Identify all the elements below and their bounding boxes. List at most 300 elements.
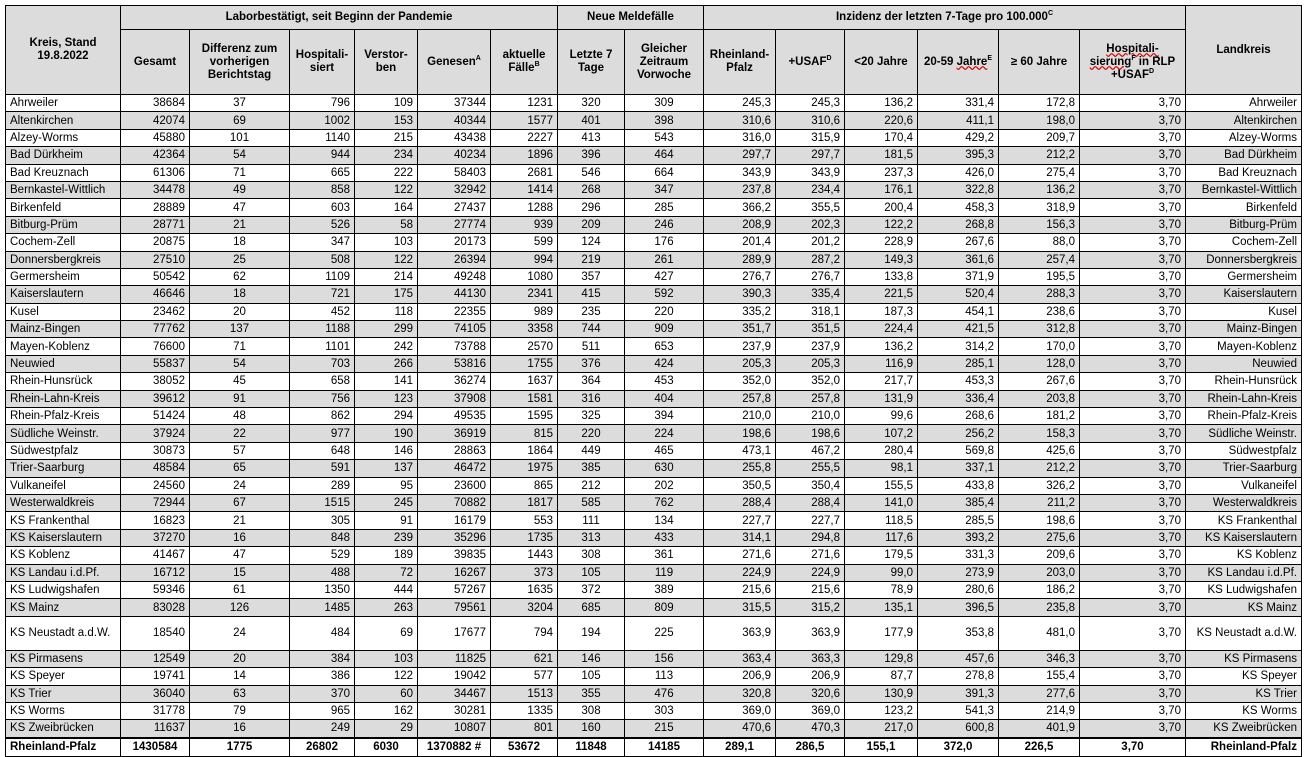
data-cell: 3,70: [1080, 181, 1186, 198]
data-cell: 257,8: [776, 390, 845, 407]
kreis-name-cell: KS Frankenthal: [6, 512, 121, 529]
data-cell: 276,7: [704, 268, 776, 285]
kreis-name-cell: Birkenfeld: [6, 199, 121, 216]
header-genesen-sup: A: [475, 54, 481, 62]
landkreis-name-cell: KS Trier: [1186, 685, 1302, 702]
data-cell: 20173: [418, 234, 491, 251]
data-cell: 3,70: [1080, 460, 1186, 477]
data-cell: 135,1: [845, 599, 918, 616]
data-cell: 103: [355, 650, 418, 667]
data-cell: 34467: [418, 685, 491, 702]
header-usaf-sup: D: [826, 54, 832, 62]
data-cell: 481,0: [999, 616, 1080, 650]
data-cell: 355: [558, 685, 625, 702]
data-cell: 350,4: [776, 477, 845, 494]
total-cell: 53672: [491, 738, 558, 757]
kreis-name-cell: KS Zweibrücken: [6, 720, 121, 738]
header-inzidenz-sup: C: [1047, 10, 1054, 18]
data-cell: 156,3: [999, 216, 1080, 233]
data-cell: 473,1: [704, 442, 776, 459]
data-cell: 1581: [491, 390, 558, 407]
data-cell: 225: [625, 616, 704, 650]
data-cell: 11637: [121, 720, 190, 738]
total-cell: 372,0: [918, 738, 999, 757]
covid-data-table: [5, 5, 1302, 757]
data-cell: 227,7: [704, 512, 776, 529]
data-cell: 648: [290, 442, 355, 459]
data-cell: 78,9: [845, 581, 918, 598]
header-usaf-label: +USAF: [788, 55, 827, 68]
data-cell: 170,0: [999, 338, 1080, 355]
data-cell: 3,70: [1080, 251, 1186, 268]
data-cell: 38684: [121, 95, 190, 112]
data-cell: 20: [190, 650, 290, 667]
data-cell: 326,2: [999, 477, 1080, 494]
data-cell: 25: [190, 251, 290, 268]
data-cell: 237,8: [704, 181, 776, 198]
data-cell: 101: [190, 129, 290, 146]
kreis-name-cell: Rhein-Lahn-Kreis: [6, 390, 121, 407]
landkreis-name-cell: Kaiserslautern: [1186, 286, 1302, 303]
data-cell: 67: [190, 494, 290, 511]
data-cell: 48584: [121, 460, 190, 477]
data-cell: 55837: [121, 355, 190, 372]
data-cell: 245: [355, 494, 418, 511]
data-cell: 116,9: [845, 355, 918, 372]
data-cell: 53816: [418, 355, 491, 372]
table-row: [6, 321, 1302, 338]
header-hosp-a: Hospitali-: [1106, 42, 1159, 55]
data-cell: 762: [625, 494, 704, 511]
header-usaf: [776, 30, 845, 95]
header-inzidenz-label: Inzidenz der letzten 7-Tage pro 100.000: [835, 11, 1048, 23]
data-cell: 124: [558, 234, 625, 251]
data-cell: 389: [625, 581, 704, 598]
data-cell: 22: [190, 425, 290, 442]
data-cell: 95: [355, 477, 418, 494]
landkreis-name-cell: Bad Dürkheim: [1186, 147, 1302, 164]
data-cell: 351,5: [776, 321, 845, 338]
data-cell: 74105: [418, 321, 491, 338]
data-cell: 309: [625, 95, 704, 112]
data-cell: 3,70: [1080, 650, 1186, 667]
data-cell: 70882: [418, 494, 491, 511]
data-cell: 685: [558, 599, 625, 616]
data-cell: 318,1: [776, 303, 845, 320]
data-cell: 210,0: [776, 408, 845, 425]
data-cell: 511: [558, 338, 625, 355]
data-cell: 543: [625, 129, 704, 146]
data-cell: 444: [355, 581, 418, 598]
data-cell: 3,70: [1080, 547, 1186, 564]
data-cell: 76600: [121, 338, 190, 355]
data-cell: 3,70: [1080, 129, 1186, 146]
data-cell: 62: [190, 268, 290, 285]
data-cell: 433: [625, 529, 704, 546]
data-cell: 45880: [121, 129, 190, 146]
table-row: [6, 442, 1302, 459]
data-cell: 297,7: [704, 147, 776, 164]
data-cell: 40344: [418, 112, 491, 129]
landkreis-name-cell: Südwestpfalz: [1186, 442, 1302, 459]
kreis-name-cell: Rhein-Hunsrück: [6, 373, 121, 390]
kreis-name-cell: Kaiserslautern: [6, 286, 121, 303]
header-rheinland-pfalz: Rheinland-Pfalz: [704, 30, 776, 95]
data-cell: 296: [558, 199, 625, 216]
data-cell: 24: [190, 477, 290, 494]
data-cell: 245,3: [704, 95, 776, 112]
table-row: [6, 268, 1302, 285]
data-cell: 794: [491, 616, 558, 650]
header-hosp-sup: F: [1131, 54, 1136, 62]
data-cell: 273,9: [918, 564, 999, 581]
data-cell: 529: [290, 547, 355, 564]
data-cell: 98,1: [845, 460, 918, 477]
data-cell: 109: [355, 95, 418, 112]
data-cell: 989: [491, 303, 558, 320]
data-cell: 99,6: [845, 408, 918, 425]
data-cell: 77762: [121, 321, 190, 338]
data-cell: 137: [355, 460, 418, 477]
data-cell: 476: [625, 685, 704, 702]
data-cell: 278,8: [918, 668, 999, 685]
data-cell: 336,4: [918, 390, 999, 407]
data-cell: 508: [290, 251, 355, 268]
data-cell: 72: [355, 564, 418, 581]
data-cell: 433,8: [918, 477, 999, 494]
data-cell: 865: [491, 477, 558, 494]
header-group-inzidenz: [704, 6, 1186, 30]
data-cell: 129,8: [845, 650, 918, 667]
kreis-name-cell: Alzey-Worms: [6, 129, 121, 146]
data-cell: 1109: [290, 268, 355, 285]
data-cell: 366,2: [704, 199, 776, 216]
data-cell: 187,3: [845, 303, 918, 320]
table-row: [6, 286, 1302, 303]
data-cell: 28771: [121, 216, 190, 233]
header-hospitalisiert: Hospitali-siert: [290, 30, 355, 95]
data-cell: 72944: [121, 494, 190, 511]
data-cell: 553: [491, 512, 558, 529]
data-cell: 130,9: [845, 685, 918, 702]
data-cell: 277,6: [999, 685, 1080, 702]
data-cell: 398: [625, 112, 704, 129]
data-cell: 155,4: [999, 668, 1080, 685]
data-cell: 297,7: [776, 147, 845, 164]
data-cell: 211,2: [999, 494, 1080, 511]
table-row: [6, 338, 1302, 355]
data-cell: 237,3: [845, 164, 918, 181]
total-cell: 155,1: [845, 738, 918, 757]
total-cell: 289,1: [704, 738, 776, 757]
data-cell: 141: [355, 373, 418, 390]
data-cell: 43438: [418, 129, 491, 146]
data-cell: 158,3: [999, 425, 1080, 442]
data-cell: 35296: [418, 529, 491, 546]
data-cell: 217,0: [845, 720, 918, 738]
data-cell: 118,5: [845, 512, 918, 529]
data-cell: 32942: [418, 181, 491, 198]
data-cell: 42074: [121, 112, 190, 129]
data-cell: 36274: [418, 373, 491, 390]
total-cell: Rheinland-Pfalz: [1186, 738, 1302, 757]
data-cell: 3,70: [1080, 216, 1186, 233]
data-cell: 170,4: [845, 129, 918, 146]
data-cell: 19741: [121, 668, 190, 685]
total-cell: 1370882 #: [418, 738, 491, 757]
data-cell: 261: [625, 251, 704, 268]
data-cell: 1864: [491, 442, 558, 459]
data-cell: 1635: [491, 581, 558, 598]
data-cell: 23600: [418, 477, 491, 494]
data-cell: 16: [190, 720, 290, 738]
data-cell: 809: [625, 599, 704, 616]
data-cell: 164: [355, 199, 418, 216]
data-cell: 149,3: [845, 251, 918, 268]
landkreis-name-cell: Altenkirchen: [1186, 112, 1302, 129]
data-cell: 117,6: [845, 529, 918, 546]
data-cell: 3,70: [1080, 338, 1186, 355]
data-cell: 36919: [418, 425, 491, 442]
data-cell: 357: [558, 268, 625, 285]
landkreis-name-cell: Kusel: [1186, 303, 1302, 320]
data-cell: 3,70: [1080, 685, 1186, 702]
data-cell: 242: [355, 338, 418, 355]
data-cell: 255,5: [776, 460, 845, 477]
header-gesamt: Gesamt: [121, 30, 190, 95]
table-row: [6, 512, 1302, 529]
data-cell: 275,6: [999, 529, 1080, 546]
data-cell: 210,0: [704, 408, 776, 425]
data-cell: 122,2: [845, 216, 918, 233]
data-cell: 3,70: [1080, 355, 1186, 372]
data-cell: 320: [558, 95, 625, 112]
data-cell: 404: [625, 390, 704, 407]
data-cell: 386: [290, 668, 355, 685]
data-cell: 37: [190, 95, 290, 112]
landkreis-name-cell: Birkenfeld: [1186, 199, 1302, 216]
data-cell: 113: [625, 668, 704, 685]
table-row: [6, 599, 1302, 616]
table-row: [6, 547, 1302, 564]
data-cell: 271,6: [704, 547, 776, 564]
landkreis-name-cell: Bitburg-Prüm: [1186, 216, 1302, 233]
data-cell: 212,2: [999, 460, 1080, 477]
table-row: [6, 251, 1302, 268]
header-hosp-c: in RLP +USAF: [1110, 55, 1176, 81]
data-cell: 200,4: [845, 199, 918, 216]
data-cell: 220: [558, 425, 625, 442]
data-cell: 136,2: [845, 95, 918, 112]
table-row: [6, 147, 1302, 164]
data-cell: 369,0: [704, 702, 776, 719]
data-cell: 325: [558, 408, 625, 425]
landkreis-name-cell: KS Koblenz: [1186, 547, 1302, 564]
data-cell: 131,9: [845, 390, 918, 407]
data-cell: 37344: [418, 95, 491, 112]
total-cell: 26802: [290, 738, 355, 757]
data-cell: 222: [355, 164, 418, 181]
data-cell: 467,2: [776, 442, 845, 459]
data-cell: 314,2: [918, 338, 999, 355]
kreis-name-cell: Vulkaneifel: [6, 477, 121, 494]
data-cell: 303: [625, 702, 704, 719]
data-cell: 285,1: [918, 355, 999, 372]
data-cell: 363,3: [776, 650, 845, 667]
data-cell: 526: [290, 216, 355, 233]
total-cell: 3,70: [1080, 738, 1186, 757]
header-genesen: [418, 30, 491, 95]
data-cell: 17677: [418, 616, 491, 650]
data-cell: 3,70: [1080, 581, 1186, 598]
data-cell: 815: [491, 425, 558, 442]
data-cell: 71: [190, 164, 290, 181]
data-cell: 22355: [418, 303, 491, 320]
table-row: [6, 650, 1302, 667]
data-cell: 119: [625, 564, 704, 581]
table-row: [6, 112, 1302, 129]
data-cell: 27437: [418, 199, 491, 216]
data-cell: 40234: [418, 147, 491, 164]
data-cell: 189: [355, 547, 418, 564]
kreis-name-cell: KS Landau i.d.Pf.: [6, 564, 121, 581]
data-cell: 299: [355, 321, 418, 338]
data-cell: 322,8: [918, 181, 999, 198]
data-cell: 454,1: [918, 303, 999, 320]
data-cell: 65: [190, 460, 290, 477]
data-cell: 227,7: [776, 512, 845, 529]
data-cell: 2681: [491, 164, 558, 181]
data-cell: 3,70: [1080, 303, 1186, 320]
data-cell: 3,70: [1080, 286, 1186, 303]
data-cell: 3,70: [1080, 477, 1186, 494]
total-row: [6, 738, 1302, 757]
total-cell: 286,5: [776, 738, 845, 757]
data-cell: 1735: [491, 529, 558, 546]
data-cell: 429,2: [918, 129, 999, 146]
data-cell: 217,7: [845, 373, 918, 390]
header-verstorben: Verstor-ben: [355, 30, 418, 95]
table-row: [6, 181, 1302, 198]
data-cell: 520,4: [918, 286, 999, 303]
landkreis-name-cell: Trier-Saarburg: [1186, 460, 1302, 477]
data-cell: 181,5: [845, 147, 918, 164]
landkreis-name-cell: Rhein-Hunsrück: [1186, 373, 1302, 390]
data-cell: 49535: [418, 408, 491, 425]
data-cell: 16179: [418, 512, 491, 529]
data-cell: 541,3: [918, 702, 999, 719]
data-cell: 61306: [121, 164, 190, 181]
data-cell: 939: [491, 216, 558, 233]
kreis-name-cell: Neuwied: [6, 355, 121, 372]
data-cell: 18540: [121, 616, 190, 650]
data-cell: 335,4: [776, 286, 845, 303]
data-cell: 1231: [491, 95, 558, 112]
data-cell: 205,3: [704, 355, 776, 372]
data-cell: 1595: [491, 408, 558, 425]
data-cell: 3,70: [1080, 373, 1186, 390]
kreis-name-cell: Donnersbergkreis: [6, 251, 121, 268]
data-cell: 331,4: [918, 95, 999, 112]
data-cell: 337,1: [918, 460, 999, 477]
header-unter-20: <20 Jahre: [845, 30, 918, 95]
header-differenz: Differenz zum vorherigen Berichtstag: [190, 30, 290, 95]
table-row: [6, 460, 1302, 477]
data-cell: 801: [491, 720, 558, 738]
data-cell: 20875: [121, 234, 190, 251]
header-hosp-sup2: D: [1148, 67, 1155, 75]
data-cell: 591: [290, 460, 355, 477]
data-cell: 28863: [418, 442, 491, 459]
data-cell: 276,7: [776, 268, 845, 285]
kreis-name-cell: KS Speyer: [6, 668, 121, 685]
data-cell: 288,4: [776, 494, 845, 511]
data-cell: 45: [190, 373, 290, 390]
data-cell: 203,8: [999, 390, 1080, 407]
data-cell: 263: [355, 599, 418, 616]
data-cell: 3,70: [1080, 616, 1186, 650]
data-cell: 3,70: [1080, 702, 1186, 719]
data-cell: 46472: [418, 460, 491, 477]
data-cell: 205,3: [776, 355, 845, 372]
data-cell: 3,70: [1080, 164, 1186, 181]
data-cell: 209: [558, 216, 625, 233]
landkreis-name-cell: KS Worms: [1186, 702, 1302, 719]
data-cell: 600,8: [918, 720, 999, 738]
landkreis-name-cell: KS Frankenthal: [1186, 512, 1302, 529]
table-row: [6, 95, 1302, 112]
data-cell: 464: [625, 147, 704, 164]
data-cell: 449: [558, 442, 625, 459]
data-cell: 592: [625, 286, 704, 303]
data-cell: 39612: [121, 390, 190, 407]
data-cell: 107,2: [845, 425, 918, 442]
landkreis-name-cell: KS Neustadt a.d.W.: [1186, 616, 1302, 650]
header-hospitalisierung: [1080, 30, 1186, 95]
data-cell: 73788: [418, 338, 491, 355]
data-cell: 308: [558, 702, 625, 719]
data-cell: 585: [558, 494, 625, 511]
data-cell: 155,5: [845, 477, 918, 494]
data-cell: 3358: [491, 321, 558, 338]
data-cell: 49248: [418, 268, 491, 285]
data-cell: 215: [625, 720, 704, 738]
data-cell: 175: [355, 286, 418, 303]
data-cell: 385: [558, 460, 625, 477]
data-cell: 16: [190, 529, 290, 546]
header-2059-b: Jahre: [956, 55, 988, 68]
data-cell: 401,9: [999, 720, 1080, 738]
data-cell: 27774: [418, 216, 491, 233]
data-cell: 59346: [121, 581, 190, 598]
data-cell: 69: [190, 112, 290, 129]
data-cell: 665: [290, 164, 355, 181]
landkreis-name-cell: KS Speyer: [1186, 668, 1302, 685]
table-row: [6, 494, 1302, 511]
data-cell: 105: [558, 564, 625, 581]
landkreis-name-cell: Ahrweiler: [1186, 95, 1302, 112]
table-row: [6, 529, 1302, 546]
data-cell: 128,0: [999, 355, 1080, 372]
data-cell: 30281: [418, 702, 491, 719]
data-cell: 848: [290, 529, 355, 546]
data-cell: 3,70: [1080, 599, 1186, 616]
data-cell: 314,1: [704, 529, 776, 546]
landkreis-name-cell: Germersheim: [1186, 268, 1302, 285]
data-cell: 224,4: [845, 321, 918, 338]
data-cell: 87,7: [845, 668, 918, 685]
data-cell: 14: [190, 668, 290, 685]
